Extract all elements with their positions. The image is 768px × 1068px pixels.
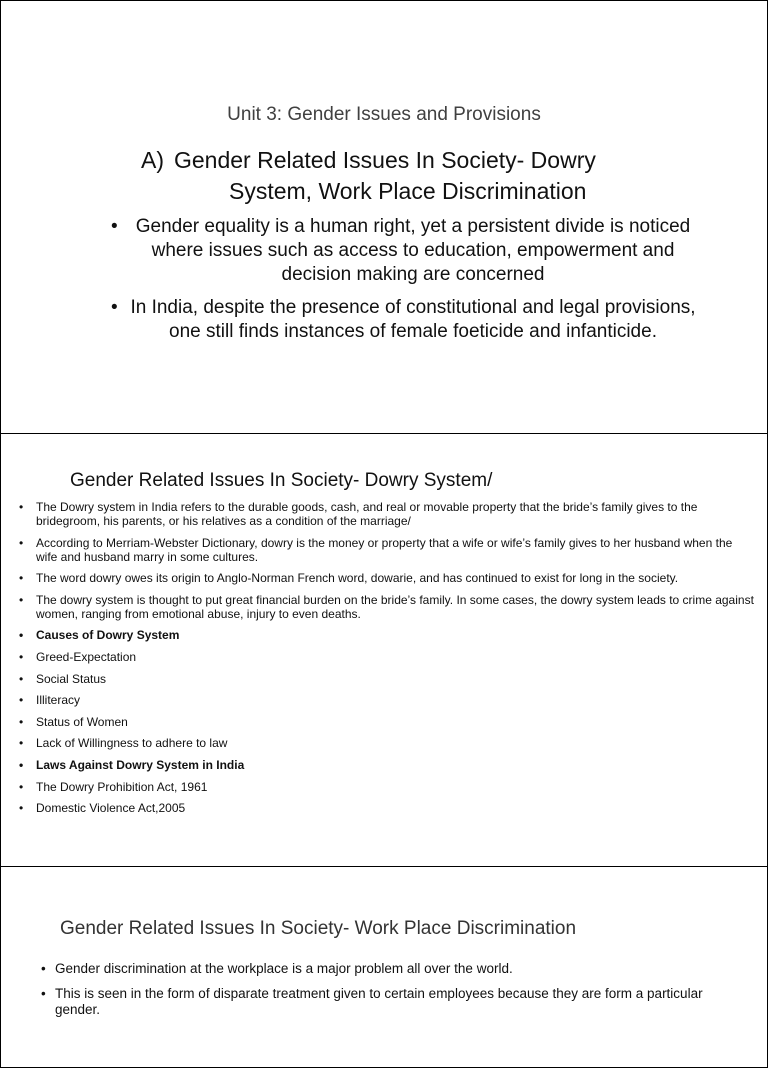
- list-item: [111, 215, 701, 287]
- list-item-text: According to Merriam-Webster Dictionary, dowry is the money or property that a wife or wife’s family gives to her husband when the wife and husband marry in some cultures.: [36, 535, 733, 564]
- list-item-text: Causes of Dowry System: [36, 628, 180, 643]
- slide-1-title-number: A): [141, 147, 164, 173]
- bullet-marker: •: [19, 801, 24, 816]
- slide-1-title: [141, 145, 661, 207]
- bullet-marker: •: [19, 649, 24, 664]
- list-item: [19, 571, 755, 585]
- bullet-marker: •: [19, 714, 24, 729]
- list-item: [19, 500, 755, 528]
- list-item-text: Domestic Violence Act,2005: [36, 801, 186, 816]
- slide-1-subtitle: Unit 3: Gender Issues and Provisions: [227, 104, 541, 125]
- slide-3-title: Gender Related Issues In Society- Work Place Discrimination: [60, 918, 577, 939]
- bullet-marker: •: [19, 671, 24, 686]
- list-item: [19, 693, 755, 707]
- list-item: [19, 736, 755, 750]
- slide-3: [0, 866, 768, 1068]
- bullet-marker: •: [19, 757, 24, 772]
- list-item-text: In India, despite the presence of constitutional and legal provisions, one still finds instances of female foeticide and infanticide.: [130, 297, 696, 342]
- slide-2: [0, 433, 768, 867]
- list-item-text: Lack of Willingness to adhere to law: [36, 736, 228, 751]
- list-item: [19, 801, 755, 815]
- list-item-text: Social Status: [36, 671, 107, 686]
- list-item: [19, 758, 755, 772]
- bullet-marker: •: [19, 779, 24, 794]
- list-item-text: Greed-Expectation: [36, 649, 137, 664]
- bullet-marker: •: [19, 628, 24, 643]
- slide-1-title-line-2: System, Work Place Discrimination: [229, 178, 587, 204]
- bullet-marker: •: [19, 592, 24, 607]
- slide-1-title-line-1: [141, 145, 661, 176]
- list-item-text: This is seen in the form of disparate treatment given to certain employees because they are form a particular gender.: [55, 986, 703, 1017]
- list-item-text: Status of Women: [36, 714, 128, 729]
- list-item-text: The Dowry system in India refers to the durable goods, cash, and real or movable property that the bride’s family gives to the bridegroom, his parents, or his relatives as a condition of the marriage/: [36, 500, 698, 528]
- slide-2-bullet-list: [19, 500, 755, 823]
- slide-3-bullet-list: [41, 961, 721, 1027]
- bullet-marker: •: [111, 297, 118, 318]
- bullet-marker: •: [19, 571, 24, 586]
- bullet-marker: •: [19, 500, 24, 514]
- bullet-marker: •: [41, 961, 46, 976]
- list-item: [19, 536, 755, 564]
- list-item: [19, 628, 755, 642]
- bullet-marker: •: [111, 216, 118, 237]
- slide-1: [0, 0, 768, 434]
- list-item: [19, 593, 755, 621]
- list-item: [111, 296, 701, 344]
- bullet-marker: •: [19, 693, 24, 708]
- list-item-text: Gender discrimination at the workplace is a major problem all over the world.: [55, 961, 513, 976]
- list-item-text: Illiteracy: [36, 693, 81, 708]
- bullet-marker: •: [41, 986, 46, 1001]
- list-item-text: The dowry system is thought to put great financial burden on the bride’s family. In some cases, the dowry system leads to crime against women, ranging from emotional abuse, injury to even deaths.: [36, 592, 754, 621]
- list-item: [19, 650, 755, 664]
- list-item-text: The word dowry owes its origin to Anglo-Norman French word, dowarie, and has continued to exist for long in the society.: [36, 571, 679, 586]
- slide-1-bullet-list-item: [111, 215, 701, 287]
- list-item: [19, 780, 755, 794]
- slide-1-title-text-1: Gender Related Issues In Society- Dowry: [174, 147, 596, 173]
- list-item: [41, 986, 721, 1018]
- list-item-text: Laws Against Dowry System in India: [36, 757, 245, 772]
- bullet-marker: •: [19, 736, 24, 751]
- slide-2-title: Gender Related Issues In Society- Dowry System/: [70, 470, 493, 491]
- list-item: [19, 715, 755, 729]
- list-item-text: Gender equality is a human right, yet a persistent divide is noticed where issues such as access to education, empowerment and decision making are concerned: [135, 216, 691, 285]
- bullet-marker: •: [19, 535, 24, 550]
- list-item: [41, 961, 721, 977]
- slide-1-bullet-list-item: [111, 296, 701, 344]
- list-item-text: The Dowry Prohibition Act, 1961: [36, 779, 208, 794]
- list-item: [19, 672, 755, 686]
